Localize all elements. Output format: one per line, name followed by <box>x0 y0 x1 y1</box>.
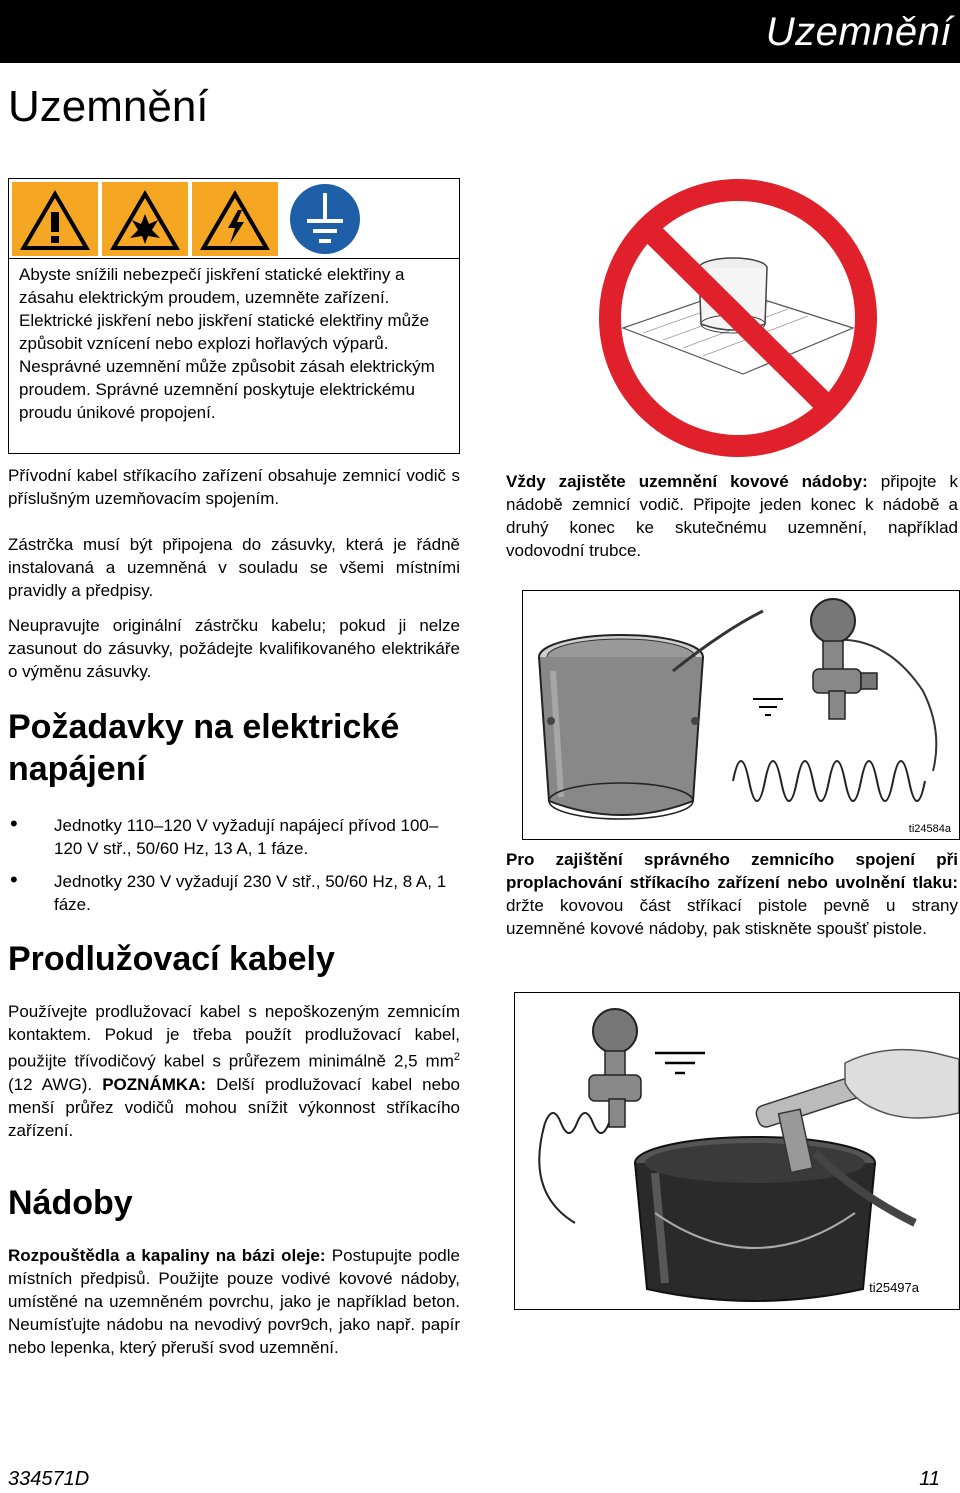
electric-shock-icon <box>191 181 279 257</box>
extension-text: Používejte prodlužovací kabel s nepoškozeným zemnicím kontaktem. Pokud je třeba použít prodlužovací kabel, použijte třívodičový kabel s průřezem minimálně 2,5 mm <box>8 1002 460 1071</box>
supply-cord-paragraph: Přívodní kabel stříkacího zařízení obsahuje zemnicí vodič s příslušným uzemňovacím spojením. <box>8 466 460 508</box>
bullet-dot: • <box>10 867 18 892</box>
document-number: 334571D <box>8 1468 90 1490</box>
containers-text: Postupujte podle místních předpisů. Použijte pouze vodivé kovové nádoby, umístěné na uzemněném povrchu, jako je například beton. Neumísťujte nádobu na nevodivý povr9ch, jako např. papír nebo lepenka, který přeruší svod uzemnění. <box>8 1246 460 1357</box>
no-modify-plug-paragraph: Neupravujte originální zástrčku kabelu; pokud ji nelze zasunout do zásuvky, požádejte kvalifikovaného elektrikáře o výměnu zásuvky. <box>8 616 460 681</box>
superscript-two: 2 <box>453 1051 460 1063</box>
extension-cords-heading: Prodlužovací kabely <box>8 940 335 978</box>
containers-bold-lead: Rozpouštědla a kapaliny na bázi oleje: <box>8 1246 326 1265</box>
warning-icons-row <box>9 179 459 259</box>
containers-paragraph <box>8 1244 460 1359</box>
power-requirements-heading: Požadavky na elektrické napájení <box>8 708 400 788</box>
flush-ground-bold-lead: Pro zajištění správného zemnicího spojení při proplachování stříkacího zařízení nebo uvolnění tlaku: <box>506 850 958 892</box>
plug-paragraph: Zástrčka musí být připojena do zásuvky, která je řádně instalovaná a uzemněná v souladu se všemi místními pravidly a předpisy. <box>8 535 460 600</box>
bullet-dot: • <box>10 811 18 836</box>
note-text: Delší prodlužovací kabel nebo menší průřez vodičů mohou snížit výkonnost stříkacího zařízení. <box>8 1074 460 1140</box>
containers-heading: Nádoby <box>8 1184 133 1222</box>
warning-box <box>8 178 460 454</box>
ground-container-bold-lead: Vždy zajistěte uzemnění kovové nádoby: <box>506 472 868 491</box>
warning-text: Abyste snížili nebezpečí jiskření statické elektřiny a zásahu elektrickým proudem, uzemněte zařízení. Elektrické jiskření nebo jiskření statické elektřiny může způsobit vznícení nebo explozi hořlavých výparů. Nesprávné uzemnění může způsobit zásah elektrickým proudem. Správné uzemnění poskytuje elektrickému proudu únikové propojení. <box>19 265 435 422</box>
prohibition-figure <box>583 178 893 458</box>
bullet-item: Jednotky 230 V vyžadují 230 V stř., 50/60 Hz, 8 A, 1 fáze. <box>54 872 447 914</box>
grounded-bucket-figure <box>522 590 960 840</box>
page-number: 11 <box>919 1468 940 1490</box>
header-bar <box>0 0 960 63</box>
figure-label: ti25497a <box>869 1280 919 1295</box>
flush-ground-text: držte kovovou část stříkací pistole pevně u strany uzemněné kovové nádoby, pak stiskněte spoušť pistole. <box>506 896 958 938</box>
bullet-item: Jednotky 110–120 V vyžadují napájecí přívod 100–120 V stř., 50/60 Hz, 13 A, 1 fáze. <box>54 816 439 858</box>
extension-text-end: (12 AWG). <box>8 1074 93 1094</box>
spray-gun-bucket-figure <box>514 992 960 1310</box>
note-label: POZNÁMKA: <box>102 1074 207 1094</box>
flush-ground-paragraph <box>506 848 958 940</box>
ground-container-text: připojte k nádobě zemnicí vodič. Připojte jeden konec k nádobě a druhý konec ke skutečnému uzemnění, například vodovodní trubce. <box>506 472 958 560</box>
ground-container-paragraph <box>506 470 958 562</box>
figure-label: ti24584a <box>908 823 951 835</box>
ground-symbol-icon <box>281 181 369 257</box>
page-title: Uzemnění <box>8 82 209 131</box>
extension-cords-paragraph <box>8 1000 460 1142</box>
warning-triangle-icon <box>11 181 99 257</box>
fire-explosion-icon <box>101 181 189 257</box>
section-header-title: Uzemnění <box>765 10 952 54</box>
